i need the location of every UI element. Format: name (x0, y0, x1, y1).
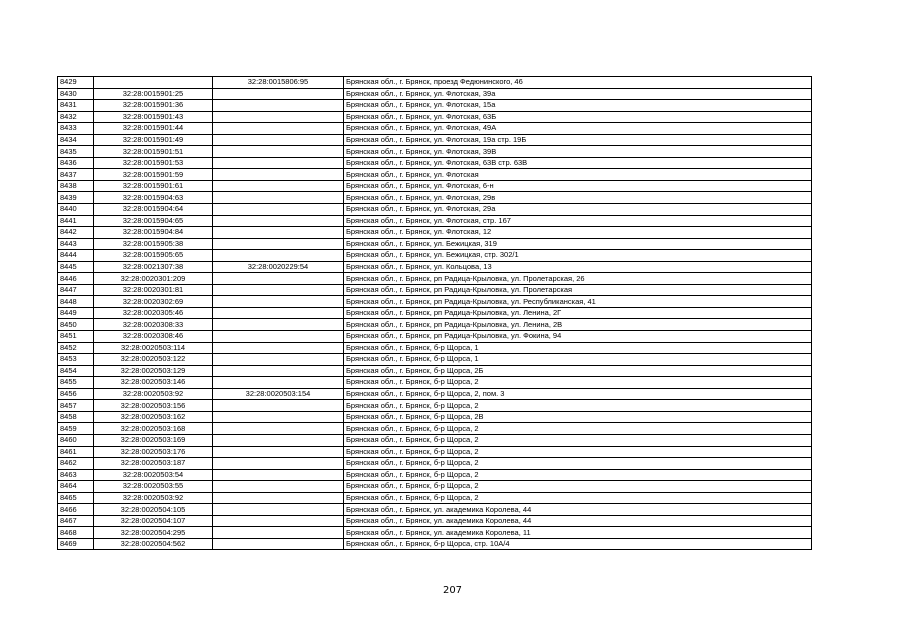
table-row (58, 307, 812, 319)
previous-cadastral-number-cell (213, 492, 344, 504)
address-cell: Брянская обл., г. Брянск, б-р Щорса, 2, пом. 3 (344, 388, 812, 400)
table-row (58, 342, 812, 354)
previous-cadastral-number-cell (213, 434, 344, 446)
address-cell: Брянская обл., г. Брянск, ул. Флотская (344, 169, 812, 181)
row-number-cell: 8447 (58, 284, 94, 296)
cadastral-number-cell: 32:28:0021307:38 (94, 261, 213, 273)
row-number-cell: 8440 (58, 204, 94, 216)
cadastral-number-cell: 32:28:0020301:209 (94, 273, 213, 285)
table-row (58, 319, 812, 331)
table-row (58, 446, 812, 458)
address-cell: Брянская обл., г. Брянск, ул. Флотская, 63Б (344, 111, 812, 123)
row-number-cell: 8446 (58, 273, 94, 285)
cadastral-number-cell: 32:28:0020503:92 (94, 388, 213, 400)
cadastral-number-cell: 32:28:0020503:55 (94, 481, 213, 493)
table-row (58, 134, 812, 146)
cadastral-number-cell: 32:28:0020503:92 (94, 492, 213, 504)
cadastral-number-cell: 32:28:0020504:107 (94, 515, 213, 527)
cadastral-number-cell: 32:28:0015904:63 (94, 192, 213, 204)
table-row (58, 180, 812, 192)
cadastral-number-cell: 32:28:0015901:36 (94, 100, 213, 112)
cadastral-number-cell: 32:28:0020503:162 (94, 411, 213, 423)
table-row (58, 354, 812, 366)
address-cell: Брянская обл., г. Брянск, рп Радица-Крыловка, ул. Ленина, 2Г (344, 307, 812, 319)
address-cell: Брянская обл., г. Брянск, рп Радица-Крыловка, ул. Ленина, 2В (344, 319, 812, 331)
address-cell: Брянская обл., г. Брянск, рп Радица-Крыловка, ул. Пролетарская, 26 (344, 273, 812, 285)
row-number-cell: 8468 (58, 527, 94, 539)
table-row (58, 423, 812, 435)
previous-cadastral-number-cell (213, 354, 344, 366)
cadastral-number-cell: 32:28:0020504:562 (94, 538, 213, 550)
cadastral-number-cell: 32:28:0020503:156 (94, 400, 213, 412)
address-cell: Брянская обл., г. Брянск, ул. Флотская, стр. 167 (344, 215, 812, 227)
address-cell: Брянская обл., г. Брянск, б-р Щорса, 2 (344, 446, 812, 458)
table-row (58, 273, 812, 285)
row-number-cell: 8445 (58, 261, 94, 273)
row-number-cell: 8455 (58, 377, 94, 389)
row-number-cell: 8466 (58, 504, 94, 516)
previous-cadastral-number-cell (213, 446, 344, 458)
row-number-cell: 8442 (58, 227, 94, 239)
table-row (58, 111, 812, 123)
cadastral-number-cell: 32:28:0015904:84 (94, 227, 213, 239)
row-number-cell: 8451 (58, 331, 94, 343)
previous-cadastral-number-cell (213, 515, 344, 527)
cadastral-number-cell: 32:28:0020301:81 (94, 284, 213, 296)
row-number-cell: 8458 (58, 411, 94, 423)
cadastral-number-cell: 32:28:0015905:38 (94, 238, 213, 250)
address-cell: Брянская обл., г. Брянск, ул. Бежицкая, стр. 302/1 (344, 250, 812, 262)
table-row (58, 434, 812, 446)
row-number-cell: 8454 (58, 365, 94, 377)
row-number-cell: 8453 (58, 354, 94, 366)
table-row (58, 204, 812, 216)
previous-cadastral-number-cell (213, 192, 344, 204)
address-cell: Брянская обл., г. Брянск, ул. Флотская, 12 (344, 227, 812, 239)
previous-cadastral-number-cell (213, 146, 344, 158)
previous-cadastral-number-cell (213, 238, 344, 250)
table-row (58, 388, 812, 400)
address-cell: Брянская обл., г. Брянск, ул. Флотская, 29а (344, 204, 812, 216)
row-number-cell: 8444 (58, 250, 94, 262)
previous-cadastral-number-cell: 32:28:0015806:95 (213, 77, 344, 89)
address-cell: Брянская обл., г. Брянск, ул. академика Королева, 44 (344, 515, 812, 527)
previous-cadastral-number-cell (213, 331, 344, 343)
address-cell: Брянская обл., г. Брянск, ул. Бежицкая, 319 (344, 238, 812, 250)
cadastral-number-cell: 32:28:0020504:105 (94, 504, 213, 516)
row-number-cell: 8430 (58, 88, 94, 100)
previous-cadastral-number-cell: 32:28:0020229:54 (213, 261, 344, 273)
previous-cadastral-number-cell (213, 215, 344, 227)
registry-table-body (58, 77, 812, 550)
table-row (58, 261, 812, 273)
table-row (58, 377, 812, 389)
row-number-cell: 8461 (58, 446, 94, 458)
table-row (58, 469, 812, 481)
previous-cadastral-number-cell (213, 88, 344, 100)
cadastral-number-cell: 32:28:0020503:129 (94, 365, 213, 377)
table-row (58, 515, 812, 527)
cadastral-number-cell: 32:28:0020503:168 (94, 423, 213, 435)
previous-cadastral-number-cell (213, 469, 344, 481)
row-number-cell: 8441 (58, 215, 94, 227)
table-row (58, 365, 812, 377)
row-number-cell: 8463 (58, 469, 94, 481)
address-cell: Брянская обл., г. Брянск, б-р Щорса, 2 (344, 434, 812, 446)
row-number-cell: 8448 (58, 296, 94, 308)
previous-cadastral-number-cell (213, 157, 344, 169)
address-cell: Брянская обл., г. Брянск, б-р Щорса, 2 (344, 481, 812, 493)
table-row (58, 88, 812, 100)
previous-cadastral-number-cell (213, 538, 344, 550)
previous-cadastral-number-cell (213, 481, 344, 493)
cadastral-number-cell: 32:28:0015901:43 (94, 111, 213, 123)
address-cell: Брянская обл., г. Брянск, б-р Щорса, 1 (344, 354, 812, 366)
table-row (58, 400, 812, 412)
previous-cadastral-number-cell (213, 400, 344, 412)
table-row (58, 504, 812, 516)
row-number-cell: 8429 (58, 77, 94, 89)
cadastral-number-cell: 32:28:0020503:114 (94, 342, 213, 354)
cadastral-number-cell: 32:28:0015901:49 (94, 134, 213, 146)
row-number-cell: 8433 (58, 123, 94, 135)
previous-cadastral-number-cell (213, 458, 344, 470)
table-row (58, 123, 812, 135)
table-row (58, 481, 812, 493)
address-cell: Брянская обл., г. Брянск, б-р Щорса, 2 (344, 469, 812, 481)
address-cell: Брянская обл., г. Брянск, ул. Флотская, 63В стр. 63В (344, 157, 812, 169)
address-cell: Брянская обл., г. Брянск, б-р Щорса, 2Б (344, 365, 812, 377)
cadastral-number-cell (94, 77, 213, 89)
cadastral-number-cell: 32:28:0020308:33 (94, 319, 213, 331)
address-cell: Брянская обл., г. Брянск, ул. Флотская, 49А (344, 123, 812, 135)
row-number-cell: 8457 (58, 400, 94, 412)
row-number-cell: 8434 (58, 134, 94, 146)
cadastral-number-cell: 32:28:0020503:54 (94, 469, 213, 481)
table-row (58, 527, 812, 539)
row-number-cell: 8465 (58, 492, 94, 504)
table-row (58, 538, 812, 550)
table-row (58, 157, 812, 169)
previous-cadastral-number-cell (213, 134, 344, 146)
table-row (58, 411, 812, 423)
cadastral-number-cell: 32:28:0015901:59 (94, 169, 213, 181)
address-cell: Брянская обл., г. Брянск, проезд Федюнинского, 46 (344, 77, 812, 89)
cadastral-number-cell: 32:28:0020504:295 (94, 527, 213, 539)
table-row (58, 192, 812, 204)
previous-cadastral-number-cell (213, 504, 344, 516)
previous-cadastral-number-cell (213, 204, 344, 216)
cadastral-number-cell: 32:28:0020302:69 (94, 296, 213, 308)
address-cell: Брянская обл., г. Брянск, б-р Щорса, 2 (344, 458, 812, 470)
previous-cadastral-number-cell (213, 250, 344, 262)
table-row (58, 250, 812, 262)
previous-cadastral-number-cell (213, 307, 344, 319)
previous-cadastral-number-cell (213, 227, 344, 239)
row-number-cell: 8443 (58, 238, 94, 250)
row-number-cell: 8452 (58, 342, 94, 354)
previous-cadastral-number-cell (213, 284, 344, 296)
previous-cadastral-number-cell (213, 296, 344, 308)
cadastral-number-cell: 32:28:0015905:65 (94, 250, 213, 262)
address-cell: Брянская обл., г. Брянск, ул. Флотская, 39В (344, 146, 812, 158)
cadastral-number-cell: 32:28:0020308:46 (94, 331, 213, 343)
cadastral-number-cell: 32:28:0015904:65 (94, 215, 213, 227)
row-number-cell: 8460 (58, 434, 94, 446)
cadastral-number-cell: 32:28:0015901:61 (94, 180, 213, 192)
address-cell: Брянская обл., г. Брянск, рп Радица-Крыловка, ул. Республиканская, 41 (344, 296, 812, 308)
row-number-cell: 8462 (58, 458, 94, 470)
row-number-cell: 8436 (58, 157, 94, 169)
row-number-cell: 8456 (58, 388, 94, 400)
previous-cadastral-number-cell (213, 169, 344, 181)
cadastral-number-cell: 32:28:0015901:51 (94, 146, 213, 158)
cadastral-number-cell: 32:28:0020305:46 (94, 307, 213, 319)
cadastral-number-cell: 32:28:0020503:122 (94, 354, 213, 366)
page-number: 207 (442, 585, 463, 596)
row-number-cell: 8464 (58, 481, 94, 493)
address-cell: Брянская обл., г. Брянск, б-р Щорса, стр. 10А/4 (344, 538, 812, 550)
previous-cadastral-number-cell (213, 377, 344, 389)
address-cell: Брянская обл., г. Брянск, б-р Щорса, 2 (344, 492, 812, 504)
previous-cadastral-number-cell (213, 423, 344, 435)
cadastral-number-cell: 32:28:0015904:64 (94, 204, 213, 216)
cadastral-number-cell: 32:28:0015901:44 (94, 123, 213, 135)
table-row (58, 284, 812, 296)
address-cell: Брянская обл., г. Брянск, ул. Флотская, 29в (344, 192, 812, 204)
cadastral-number-cell: 32:28:0015901:53 (94, 157, 213, 169)
cadastral-number-cell: 32:28:0020503:176 (94, 446, 213, 458)
address-cell: Брянская обл., г. Брянск, ул. Флотская, 19а стр. 19Б (344, 134, 812, 146)
previous-cadastral-number-cell (213, 319, 344, 331)
cadastral-number-cell: 32:28:0020503:169 (94, 434, 213, 446)
address-cell: Брянская обл., г. Брянск, б-р Щорса, 2 (344, 400, 812, 412)
previous-cadastral-number-cell (213, 527, 344, 539)
cadastral-number-cell: 32:28:0015901:25 (94, 88, 213, 100)
row-number-cell: 8437 (58, 169, 94, 181)
previous-cadastral-number-cell (213, 411, 344, 423)
address-cell: Брянская обл., г. Брянск, б-р Щорса, 1 (344, 342, 812, 354)
row-number-cell: 8450 (58, 319, 94, 331)
previous-cadastral-number-cell (213, 111, 344, 123)
row-number-cell: 8432 (58, 111, 94, 123)
address-cell: Брянская обл., г. Брянск, б-р Щорса, 2 (344, 377, 812, 389)
row-number-cell: 8439 (58, 192, 94, 204)
table-row (58, 296, 812, 308)
cadastral-number-cell: 32:28:0020503:146 (94, 377, 213, 389)
previous-cadastral-number-cell (213, 365, 344, 377)
row-number-cell: 8467 (58, 515, 94, 527)
previous-cadastral-number-cell (213, 342, 344, 354)
table-row (58, 169, 812, 181)
address-cell: Брянская обл., г. Брянск, б-р Щорса, 2В (344, 411, 812, 423)
previous-cadastral-number-cell (213, 273, 344, 285)
row-number-cell: 8469 (58, 538, 94, 550)
table-row (58, 215, 812, 227)
registry-table (57, 76, 812, 550)
address-cell: Брянская обл., г. Брянск, рп Радица-Крыловка, ул. Пролетарская (344, 284, 812, 296)
address-cell: Брянская обл., г. Брянск, рп Радица-Крыловка, ул. Фокина, 94 (344, 331, 812, 343)
table-row (58, 492, 812, 504)
address-cell: Брянская обл., г. Брянск, б-р Щорса, 2 (344, 423, 812, 435)
table-row (58, 331, 812, 343)
table-row (58, 238, 812, 250)
address-cell: Брянская обл., г. Брянск, ул. академика Королева, 44 (344, 504, 812, 516)
table-row (58, 227, 812, 239)
previous-cadastral-number-cell (213, 123, 344, 135)
table-row (58, 100, 812, 112)
row-number-cell: 8459 (58, 423, 94, 435)
row-number-cell: 8431 (58, 100, 94, 112)
address-cell: Брянская обл., г. Брянск, ул. Флотская, 15а (344, 100, 812, 112)
previous-cadastral-number-cell (213, 100, 344, 112)
address-cell: Брянская обл., г. Брянск, ул. академика Королева, 11 (344, 527, 812, 539)
table-row (58, 146, 812, 158)
address-cell: Брянская обл., г. Брянск, ул. Флотская, 6-н (344, 180, 812, 192)
previous-cadastral-number-cell: 32:28:0020503:154 (213, 388, 344, 400)
cadastral-number-cell: 32:28:0020503:187 (94, 458, 213, 470)
address-cell: Брянская обл., г. Брянск, ул. Флотская, 39а (344, 88, 812, 100)
row-number-cell: 8435 (58, 146, 94, 158)
table-row (58, 458, 812, 470)
previous-cadastral-number-cell (213, 180, 344, 192)
address-cell: Брянская обл., г. Брянск, ул. Кольцова, 13 (344, 261, 812, 273)
row-number-cell: 8449 (58, 307, 94, 319)
row-number-cell: 8438 (58, 180, 94, 192)
table-row (58, 77, 812, 89)
